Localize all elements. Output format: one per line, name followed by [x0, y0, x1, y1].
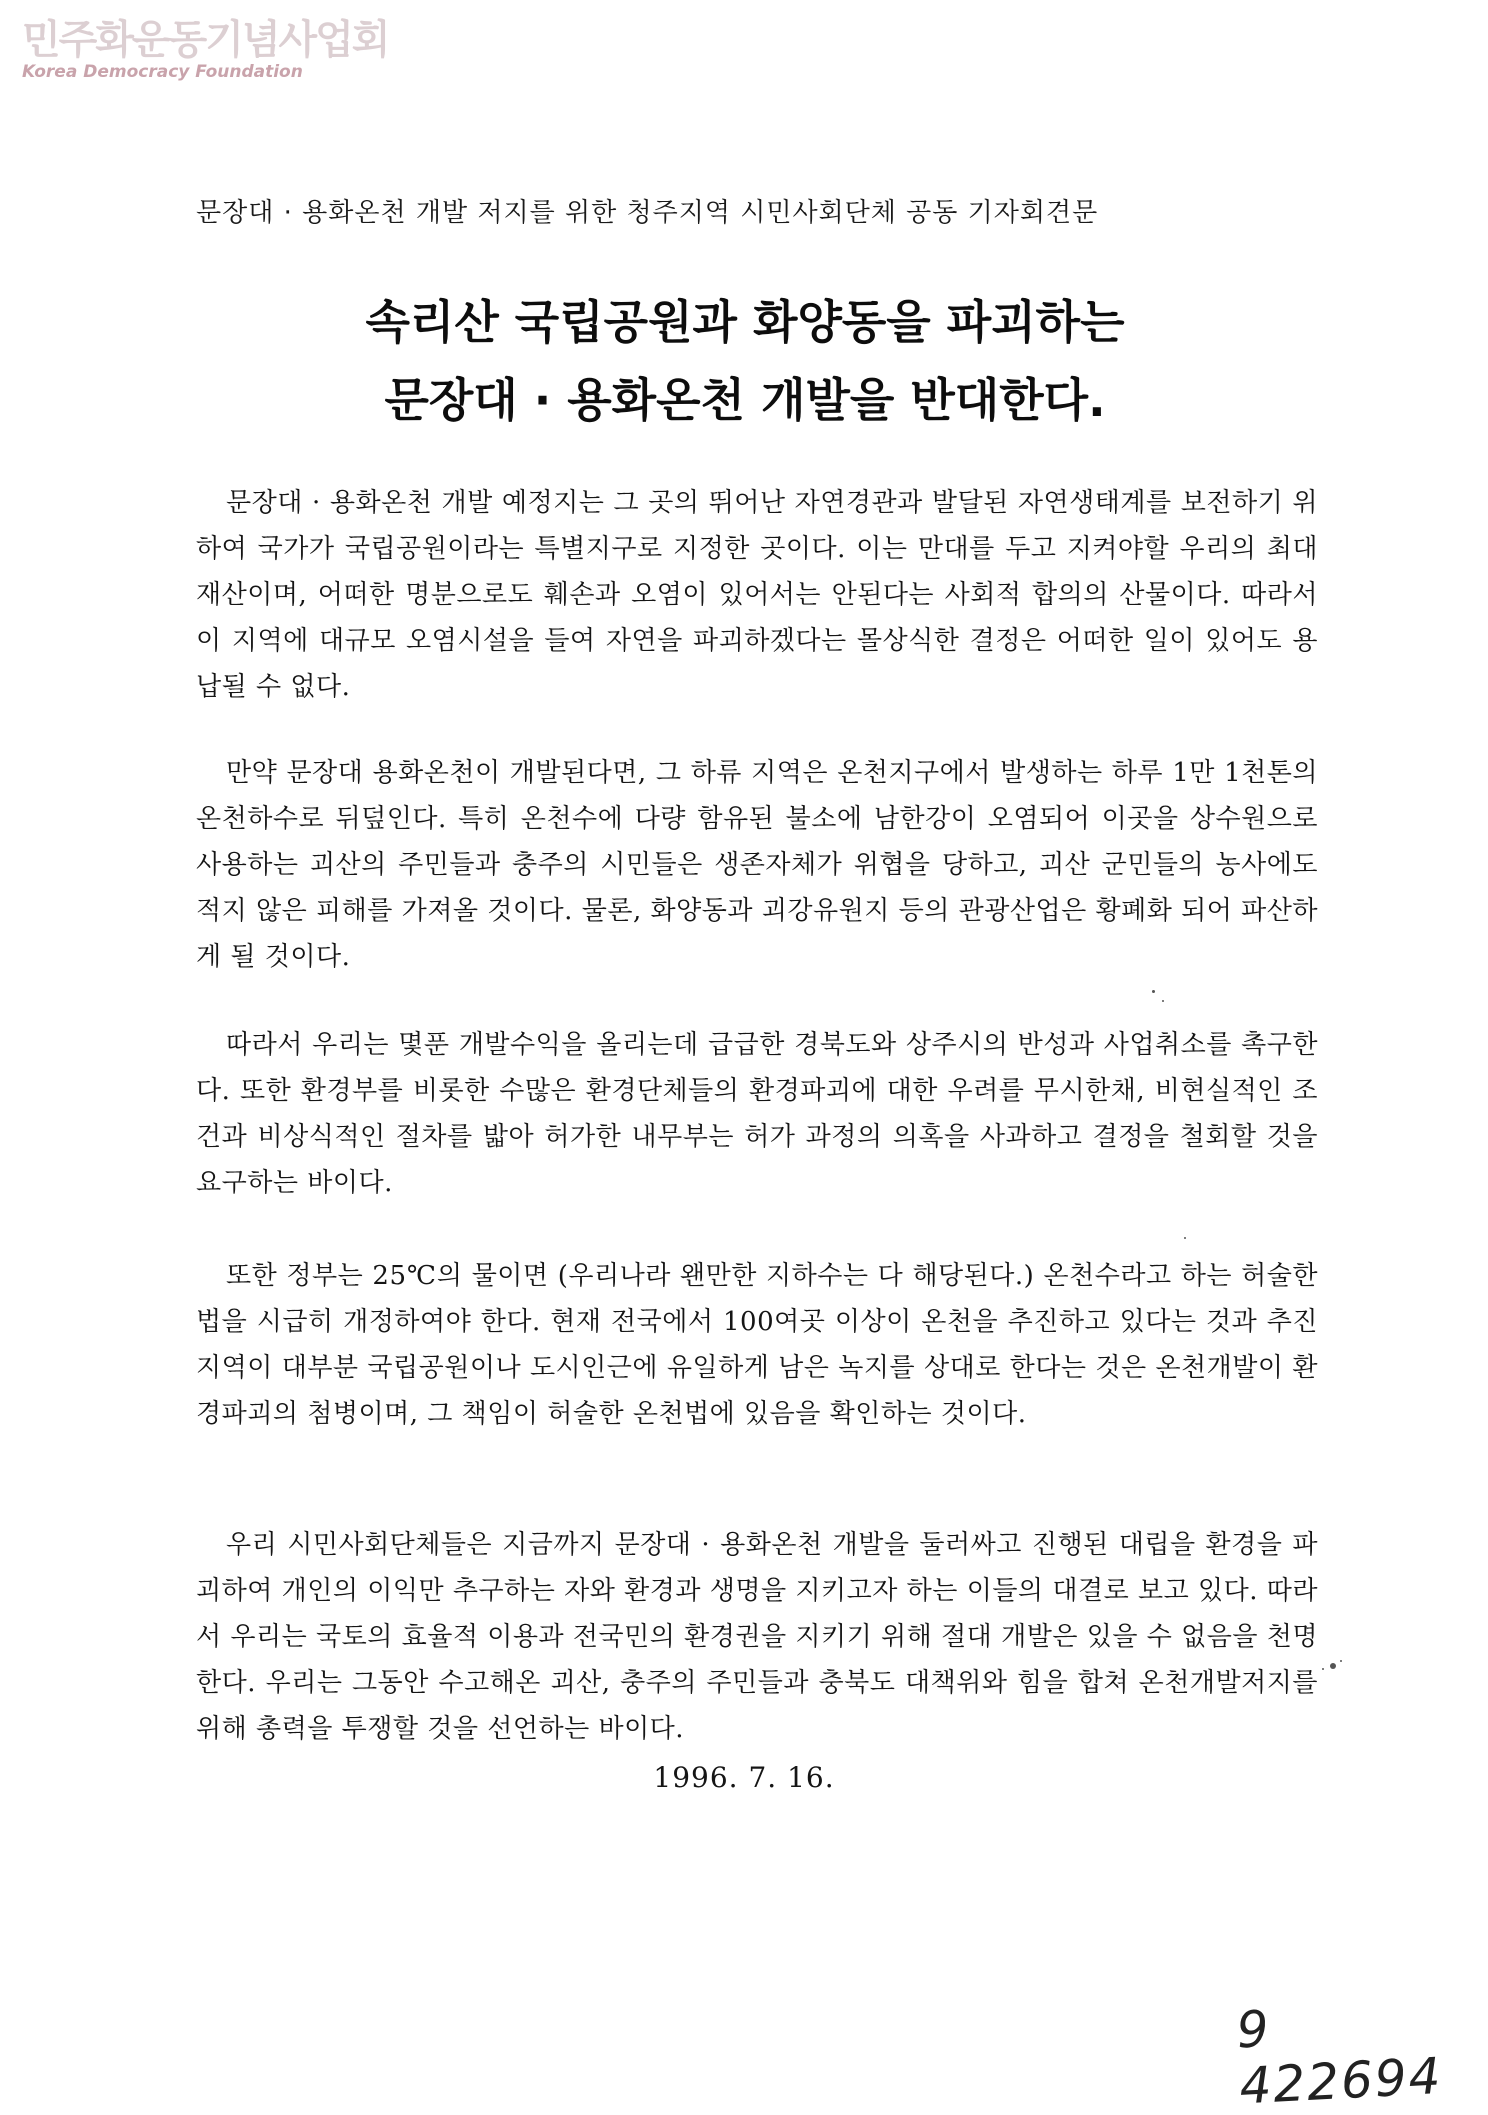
document-date: 1996. 7. 16. — [653, 1761, 835, 1794]
document-subtitle: 문장대 · 용화온천 개발 저지를 위한 청주지역 시민사회단체 공동 기자회견문 — [196, 198, 1099, 228]
watermark-english: Korea Democracy Foundation — [22, 62, 303, 82]
paragraph-1: 문장대 · 용화온천 개발 예정지는 그 곳의 뛰어난 자연경관과 발달된 자연생태계를 보전하기 위하여 국가가 국립공원이라는 특별지구로 지정한 곳이다. 이는 만대를 두고 지켜야할 우리의 최대 재산이며, 어떠한 명분으로도 훼손과 오염이 있어서는 안된다는 사회적 합의의 산물이다. 따라서 이 지역에 대규모 오염시설을 들여 자연을 파괴하겠다는 몰상식한 결정은 어떠한 일이 있어도 용납될 수 없다. — [196, 488, 1318, 702]
handwritten-archive-number: 9 422694 — [1235, 1999, 1444, 2115]
scan-speck — [1322, 1668, 1324, 1670]
paragraph-2: 만약 문장대 용화온천이 개발된다면, 그 하류 지역은 온천지구에서 발생하는 하루 1만 1천톤의 온천하수로 뒤덮인다. 특히 온천수에 다량 함유된 불소에 남한강이 오염되어 이곳을 상수원으로 사용하는 괴산의 주민들과 충주의 시민들은 생존자체가 위협을 당하고, 괴산 군민들의 농사에도 적지 않은 피해를 가져올 것이다. 물론, 화양동과 괴강유원지 등의 관광산업은 황폐화 되어 파산하게 될 것이다. — [196, 758, 1318, 972]
scan-speck — [1162, 1000, 1164, 1002]
title-line-2: 문장대 · 용화온천 개발을 반대한다. — [384, 373, 1106, 427]
watermark-korean: 민주화운동기념사업회 — [22, 17, 389, 63]
title-line-1: 속리산 국립공원과 화양동을 파괴하는 — [365, 295, 1125, 349]
paragraph-3: 따라서 우리는 몇푼 개발수익을 올리는데 급급한 경북도와 상주시의 반성과 사업취소를 촉구한다. 또한 환경부를 비롯한 수많은 환경단체들의 환경파괴에 대한 우려를 무시한채, 비현실적인 조건과 비상식적인 절차를 밟아 허가한 내무부는 허가 과정의 의혹을 사과하고 결정을 철회할 것을 요구하는 바이다. — [196, 1030, 1318, 1198]
paragraph-4: 또한 정부는 25℃의 물이면 (우리나라 왠만한 지하수는 다 해당된다.) 온천수라고 하는 허술한 법을 시급히 개정하여야 한다. 현재 전국에서 100여곳 이상이 온천을 추진하고 있다는 것과 추진지역이 대부분 국립공원이나 도시인근에 유일하게 남은 녹지를 상대로 한다는 것은 온천개발이 환경파괴의 첨병이며, 그 책임이 허술한 온천법에 있음을 확인하는 것이다. — [196, 1261, 1318, 1429]
scan-speck — [1330, 1663, 1336, 1669]
scan-speck — [1152, 990, 1155, 993]
scan-speck — [1340, 1660, 1342, 1662]
scan-speck — [1184, 1237, 1186, 1239]
watermark-logo — [22, 18, 388, 82]
paragraph-5: 우리 시민사회단체들은 지금까지 문장대 · 용화온천 개발을 둘러싸고 진행된 대립을 환경을 파괴하여 개인의 이익만 추구하는 자와 환경과 생명을 지키고자 하는 이들의 대결로 보고 있다. 따라서 우리는 국토의 효율적 이용과 전국민의 환경권을 지키기 위해 절대 개발은 있을 수 없음을 천명한다. 우리는 그동안 수고해온 괴산, 충주의 주민들과 충북도 대책위와 힘을 합쳐 온천개발저지를 위해 총력을 투쟁할 것을 선언하는 바이다. — [196, 1530, 1318, 1744]
document-title — [160, 283, 1330, 439]
